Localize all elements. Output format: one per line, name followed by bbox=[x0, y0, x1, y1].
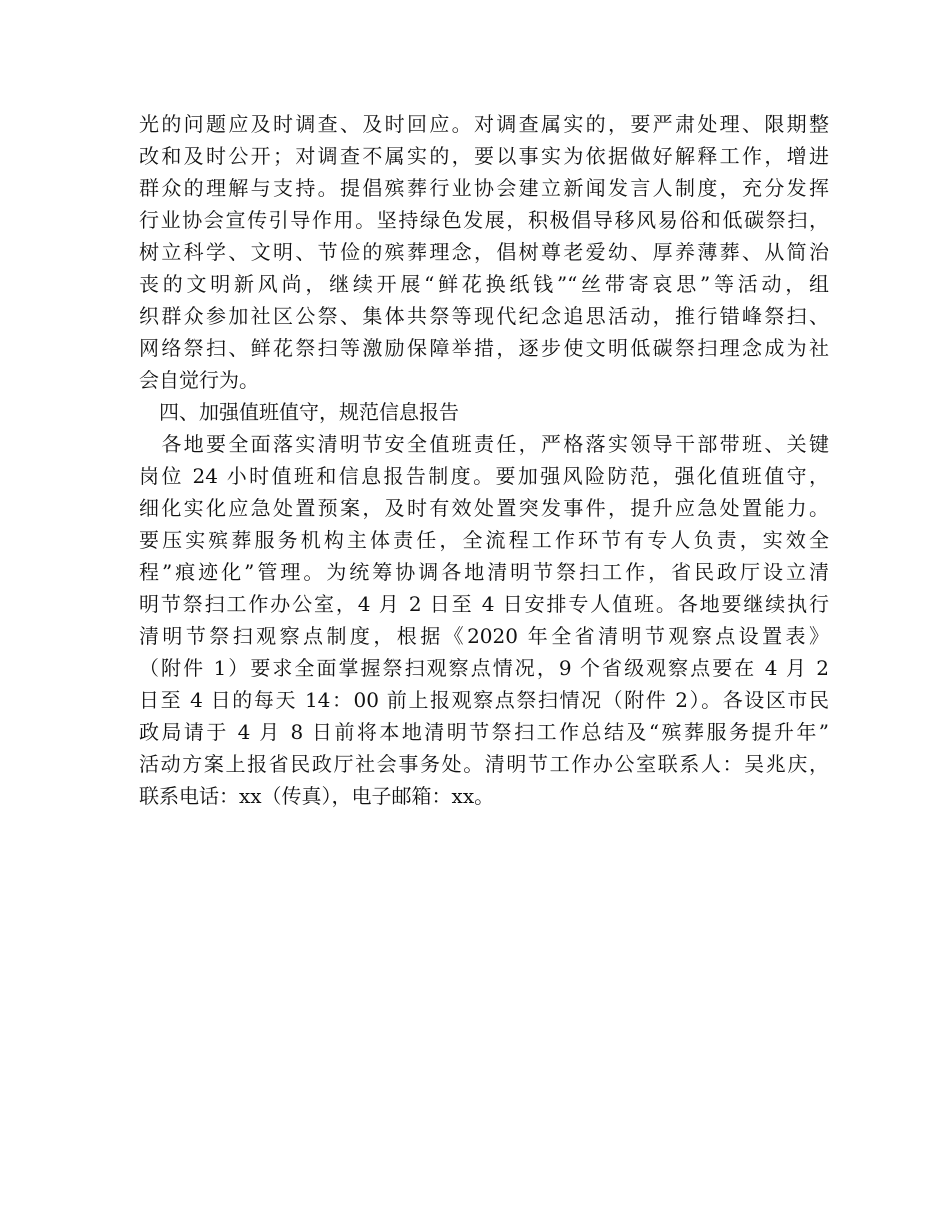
text-line: 活动方案上报省民政厅社会事务处。清明节工作办公室联系人：吴兆庆， bbox=[139, 752, 829, 776]
text-line: 行业协会宣传引导作用。坚持绿色发展，积极倡导移风易俗和低碳祭扫， bbox=[139, 208, 829, 232]
paragraph-2 bbox=[139, 428, 829, 812]
text-line: 联系电话：xx（传真），电子邮箱：xx。 bbox=[139, 784, 495, 808]
text-line: 树立科学、文明、节俭的殡葬理念，倡树尊老爱幼、厚养薄葬、从简治 bbox=[139, 240, 829, 264]
text-line: 改和及时公开；对调查不属实的，要以事实为依据做好解释工作，增进 bbox=[139, 144, 829, 168]
text-line: 丧的文明新风尚，继续开展“鲜花换纸钱”“丝带寄哀思”等活动，组 bbox=[139, 272, 829, 296]
text-line: 程”痕迹化”管理。为统筹协调各地清明节祭扫工作，省民政厅设立清 bbox=[139, 560, 829, 584]
paragraph-1 bbox=[139, 108, 829, 396]
text-line: 明节祭扫工作办公室，4 月 2 日至 4 日安排专人值班。各地要继续执行 bbox=[139, 592, 829, 616]
text-line: 日至 4 日的每天 14：00 前上报观察点祭扫情况（附件 2）。各设区市民 bbox=[139, 688, 829, 712]
text-line: 群众的理解与支持。提倡殡葬行业协会建立新闻发言人制度，充分发挥 bbox=[139, 176, 829, 200]
text-line: 织群众参加社区公祭、集体共祭等现代纪念追思活动，推行错峰祭扫、 bbox=[139, 304, 829, 328]
text-line: 政局请于 4 月 8 日前将本地清明节祭扫工作总结及“殡葬服务提升年” bbox=[139, 720, 829, 744]
text-line: 细化实化应急处置预案，及时有效处置突发事件，提升应急处置能力。 bbox=[139, 496, 829, 520]
text-line: 网络祭扫、鲜花祭扫等激励保障举措，逐步使文明低碳祭扫理念成为社 bbox=[139, 336, 829, 360]
document-body bbox=[139, 108, 829, 812]
text-line: 会自觉行为。 bbox=[139, 368, 259, 392]
text-line: 各地要全面落实清明节安全值班责任，严格落实领导干部带班、关键 bbox=[139, 432, 829, 456]
heading-text: 四、加强值班值守，规范信息报告 bbox=[139, 400, 459, 424]
section-heading-4 bbox=[139, 396, 829, 428]
text-line: 要压实殡葬服务机构主体责任，全流程工作环节有专人负责，实效全 bbox=[139, 528, 829, 552]
text-line: （附件 1）要求全面掌握祭扫观察点情况，9 个省级观察点要在 4 月 2 bbox=[139, 656, 829, 680]
text-line: 光的问题应及时调查、及时回应。对调查属实的，要严肃处理、限期整 bbox=[139, 112, 829, 136]
text-line: 清明节祭扫观察点制度，根据《2020 年全省清明节观察点设置表》 bbox=[139, 624, 829, 648]
text-line: 岗位 24 小时值班和信息报告制度。要加强风险防范，强化值班值守， bbox=[139, 464, 829, 488]
